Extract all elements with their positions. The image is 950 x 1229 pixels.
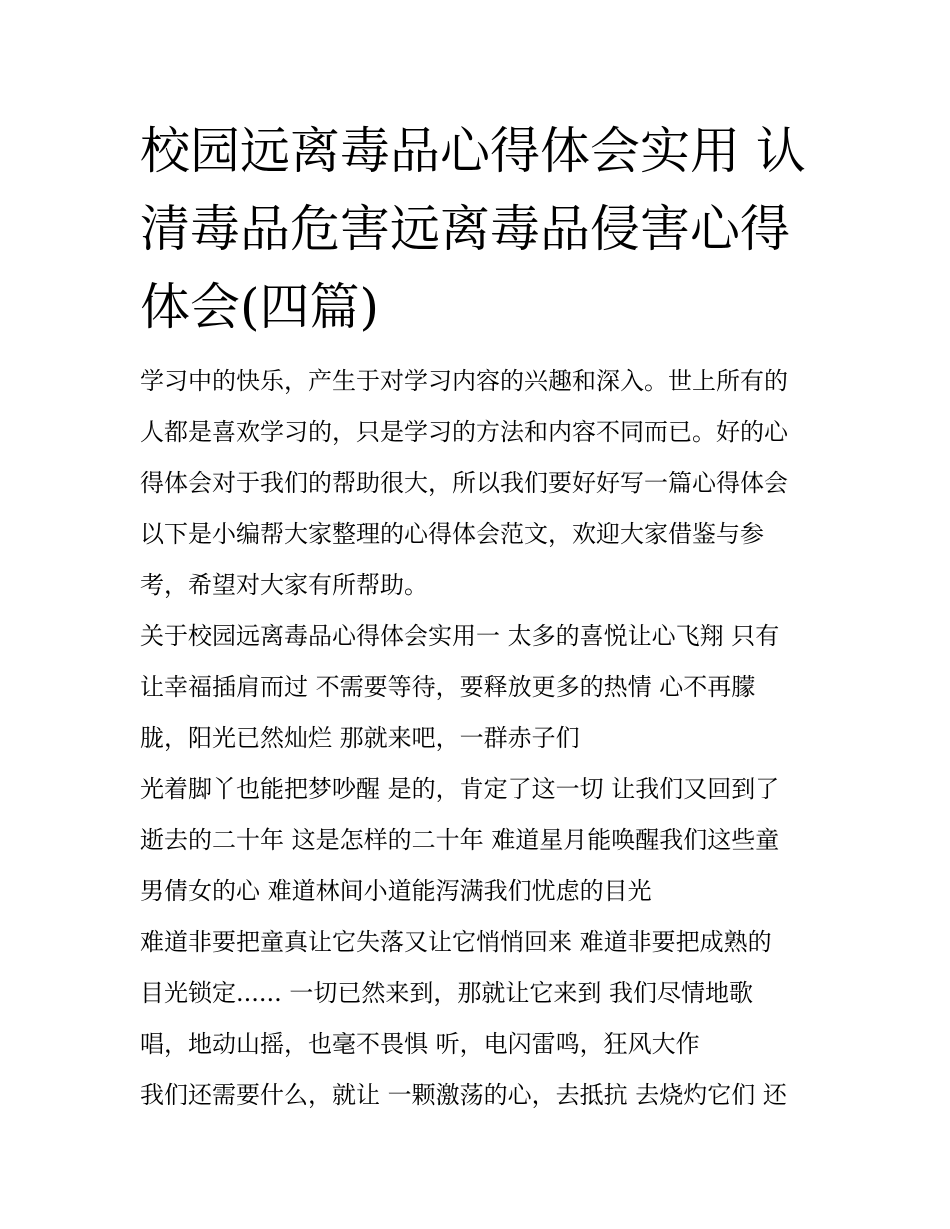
- title-line: 清毒品危害远离毒品侵害心得: [140, 200, 790, 258]
- body-line: 让幸福插肩而过 不需要等待，要释放更多的热情 心不再朦: [140, 673, 756, 701]
- body-line: 唱，地动山摇，也毫不畏惧 听，电闪雷鸣，狂风大作: [140, 1030, 700, 1058]
- body-line: 以下是小编帮大家整理的心得体会范文，欢迎大家借鉴与参: [140, 520, 764, 548]
- body-line: 学习中的快乐，产生于对学习内容的兴趣和深入。世上所有的: [140, 367, 788, 395]
- title-line: 校园远离毒品心得体会实用 认: [140, 122, 806, 180]
- body-line: 男倩女的心 难道林间小道能泻满我们忧虑的目光: [140, 877, 652, 905]
- document-body: [140, 356, 820, 1121]
- body-line: 目光锁定...... 一切已然来到，那就让它来到 我们尽情地歌: [140, 979, 754, 1007]
- body-line: 关于校园远离毒品心得体会实用一 太多的喜悦让心飞翔 只有: [140, 622, 780, 650]
- body-line: 人都是喜欢学习的，只是学习的方法和内容不同而已。好的心: [140, 418, 788, 446]
- body-line: 逝去的二十年 这是怎样的二十年 难道星月能唤醒我们这些童: [140, 826, 780, 854]
- body-line: 胧，阳光已然灿烂 那就来吧，一群赤子们: [140, 724, 580, 752]
- title-line: 体会(四篇): [140, 278, 380, 336]
- body-line: 光着脚丫也能把梦吵醒 是的，肯定了这一切 让我们又回到了: [140, 775, 780, 803]
- body-line: 我们还需要什么，就让 一颗激荡的心，去抵抗 去烧灼它们 还: [140, 1081, 787, 1109]
- body-line: 考，希望对大家有所帮助。: [140, 571, 428, 599]
- document-title: [140, 112, 820, 346]
- body-line: 得体会对于我们的帮助很大，所以我们要好好写一篇心得体会: [140, 469, 788, 497]
- body-line: 难道非要把童真让它失落又让它悄悄回来 难道非要把成熟的: [140, 928, 772, 956]
